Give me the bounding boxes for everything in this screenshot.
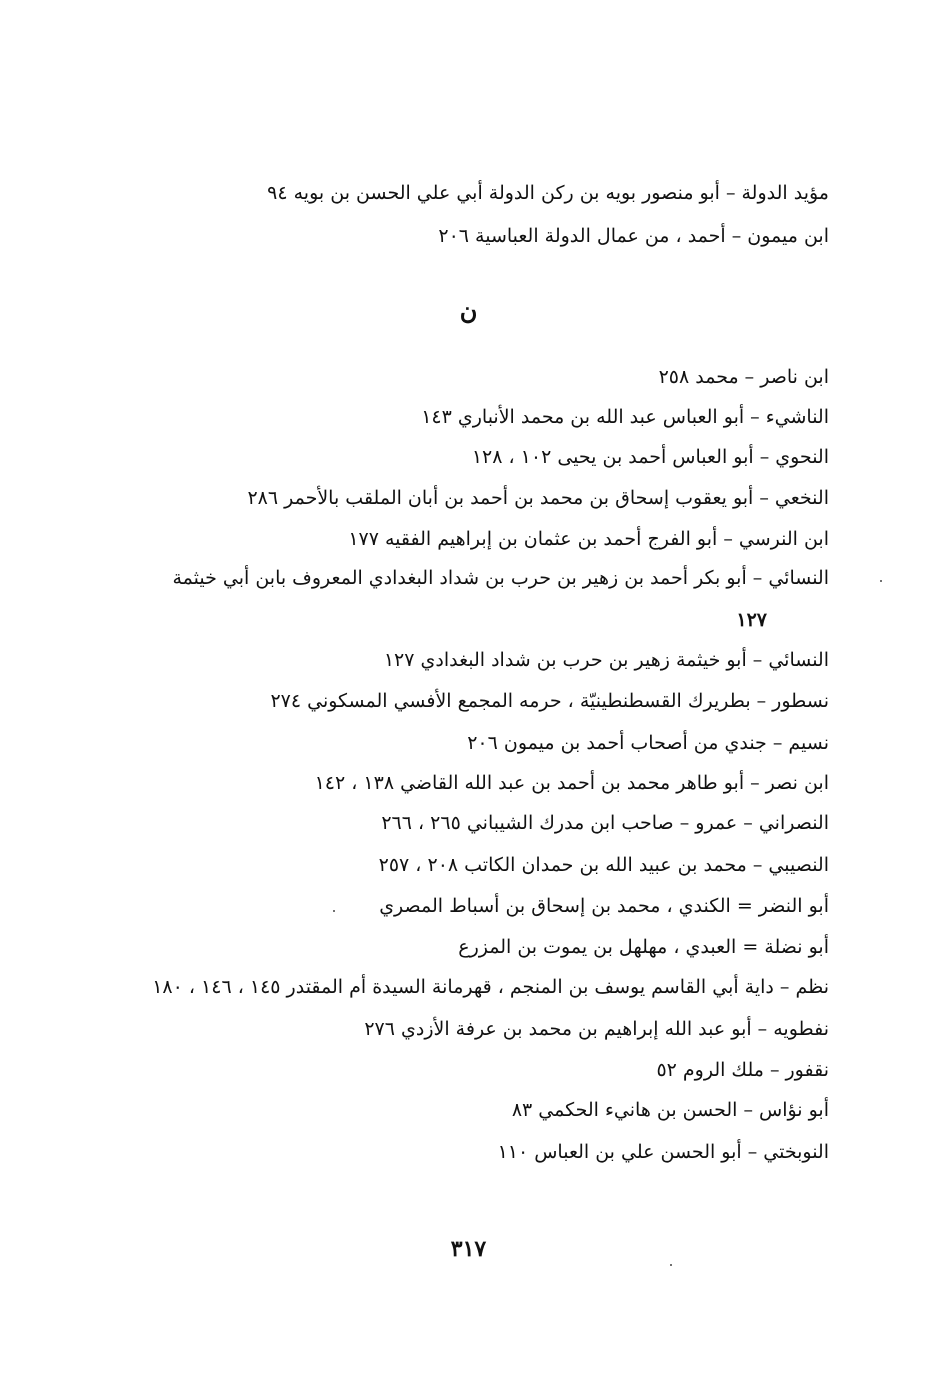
scan-speck — [333, 910, 335, 912]
index-entry: ابن ناصر – محمد ٢٥٨ — [658, 366, 829, 388]
index-entry: مؤيد الدولة – أبو منصور بويه بن ركن الدولة أبي علي الحسن بن بويه ٩٤ — [267, 182, 829, 204]
index-entry: نظم – داية أبي القاسم يوسف بن المنجم ، قهرمانة السيدة أم المقتدر ١٤٥ ، ١٤٦ ، ١٨٠ — [152, 976, 829, 998]
index-entry: ابن ميمون – أحمد ، من عمال الدولة العباسية ٢٠٦ — [438, 225, 829, 247]
scan-speck — [880, 580, 882, 582]
index-entry: نقفور – ملك الروم ٥٢ — [656, 1059, 829, 1081]
page-number: ٣١٧ — [450, 1236, 487, 1262]
index-entry: النوبختي – أبو الحسن علي بن العباس ١١٠ — [497, 1141, 829, 1163]
scan-speck — [670, 1264, 672, 1266]
index-entry: النحوي – أبو العباس أحمد بن يحيى ١٠٢ ، ١٢٨ — [471, 446, 829, 468]
index-entry: نفطويه – أبو عبد الله إبراهيم بن محمد بن عرفة الأزدي ٢٧٦ — [364, 1018, 829, 1040]
index-entry: أبو نؤاس – الحسن بن هانيء الحكمي ٨٣ — [511, 1099, 829, 1121]
index-entry: النسائي – أبو خيثمة زهير بن حرب بن شداد البغدادي ١٢٧ — [383, 649, 829, 671]
index-entry-continuation: ١٢٧ — [736, 609, 767, 631]
index-entry: نسيم – جندي من أصحاب أحمد بن ميمون ٢٠٦ — [467, 732, 829, 754]
index-entry: نسطور – بطريرك القسطنطينيّة ، حرمه المجمع الأفسي المسكوني ٢٧٤ — [270, 690, 829, 712]
index-entry: ابن النرسي – أبو الفرج أحمد بن عثمان بن إبراهيم الفقيه ١٧٧ — [348, 528, 829, 550]
index-entry: أبو النضر = الكندي ، محمد بن إسحاق بن أسباط المصري — [379, 895, 829, 917]
index-entry: الناشيء – أبو العباس عبد الله بن محمد الأنباري ١٤٣ — [421, 406, 829, 428]
index-entry: أبو نضلة = العبدي ، مهلهل بن يموت بن المزرع — [458, 936, 829, 958]
section-letter: ن — [459, 296, 478, 325]
index-entry: النصراني – عمرو – صاحب ابن مدرك الشيباني ٢٦٥ ، ٢٦٦ — [381, 812, 829, 834]
index-entry: النصيبي – محمد بن عبيد الله بن حمدان الكاتب ٢٠٨ ، ٢٥٧ — [378, 854, 829, 876]
index-entry: النخعي – أبو يعقوب إسحاق بن محمد بن أحمد بن أبان الملقب بالأحمر ٢٨٦ — [247, 487, 829, 509]
index-entry: ابن نصر – أبو طاهر محمد بن أحمد بن عبد الله القاضي ١٣٨ ، ١٤٢ — [314, 772, 829, 794]
index-entry: النسائي – أبو بكر أحمد بن زهير بن حرب بن شداد البغدادي المعروف بابن أبي خيثمة — [172, 567, 829, 589]
